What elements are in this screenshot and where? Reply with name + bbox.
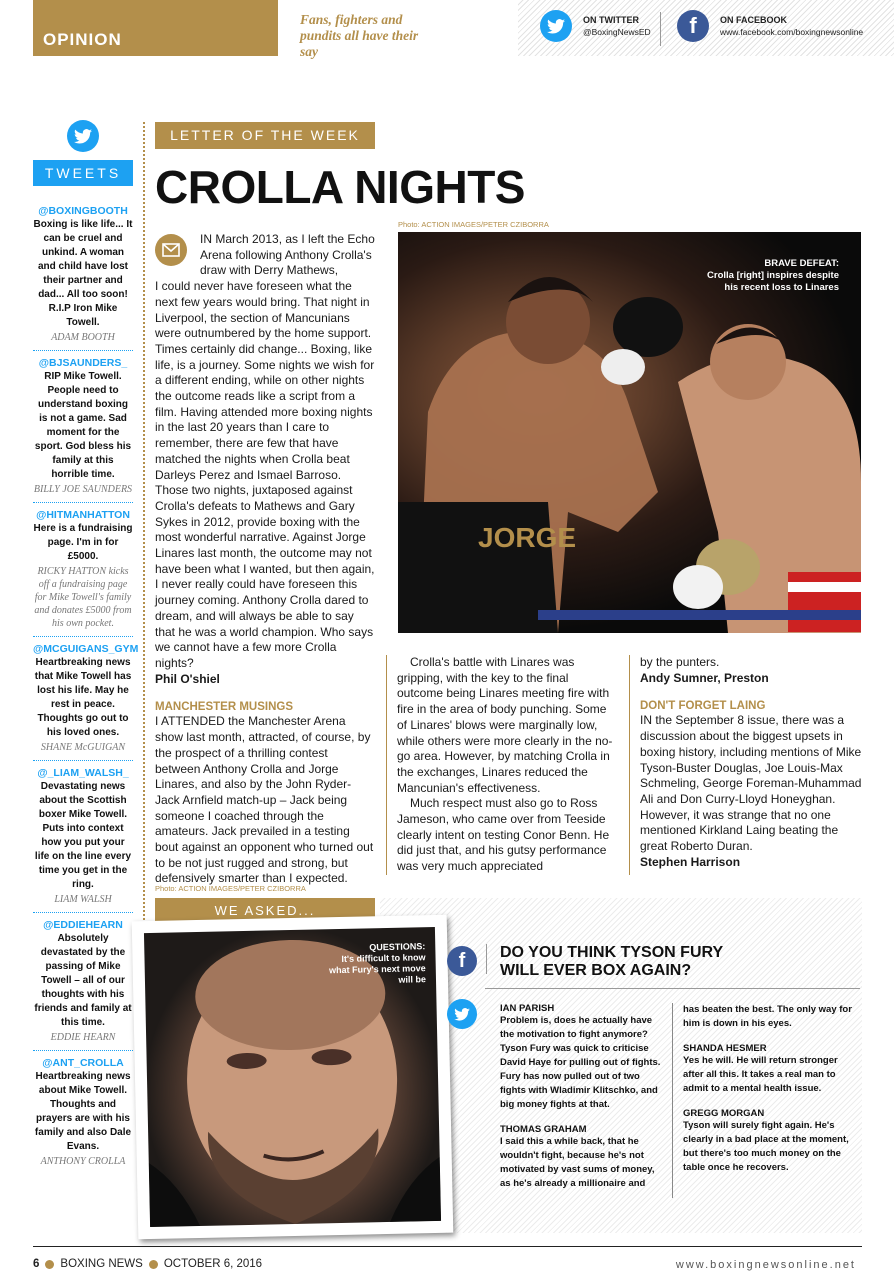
letter-column-2 <box>397 655 617 875</box>
tweet-text: RIP Mike Towell. People need to understand boxing is not a game. Sad moment for the sport. God bless his family at this horrible time. <box>34 371 132 480</box>
we-asked-label: WE ASKED... <box>155 898 375 923</box>
twitter-icon[interactable] <box>540 10 572 42</box>
section-tagline: Fans, fighters and pundits all have their say <box>300 12 419 59</box>
tweet-author: ADAM BOOTH <box>51 332 115 343</box>
section-banner <box>33 0 278 56</box>
page-number: 6 <box>33 1258 40 1270</box>
twitter-label: ON TWITTER <box>583 15 639 25</box>
letter2-subhead: MANCHESTER MUSINGS <box>155 701 294 714</box>
question-text: DO YOU THINK TYSON FURY WILL EVER BOX AGAIN? <box>500 944 723 979</box>
tweet-author: ANTHONY CROLLA <box>40 1156 126 1167</box>
tweets-label: TWEETS <box>33 160 133 186</box>
tweet-item <box>33 643 139 761</box>
tweet-text: Devastating news about the Scottish boxer Mike Towell. Puts into context how you put your life on the line every time you get in the ring. <box>34 781 132 890</box>
letter-of-the-week-label: LETTER OF THE WEEK <box>155 122 375 149</box>
answers-right <box>683 1003 855 1175</box>
photo-credit: Photo: ACTION IMAGES/PETER CZIBORRA <box>155 884 306 893</box>
letter2-body-cont-3: by the punters. <box>640 655 720 669</box>
sidebar-twitter-icon <box>67 120 99 152</box>
column-divider <box>629 655 630 875</box>
answer-text: Tyson will surely fight again. He's clearly in a bad place at the moment, but there's too much money on the table once he recovers. <box>683 1120 849 1173</box>
facebook-label: ON FACEBOOK <box>720 15 788 25</box>
twitter-info <box>583 14 651 38</box>
letter2-body: I ATTENDED the Manchester Arena show last month, attracted, of course, by the prospect of a thrilling contest between Anthony Crolla and Jorge Linares, and also by the John Ryder-Jack Arnfield match-up – Jack being someone I coached through the amateurs. Jack prevailed in a testing bout against an opponent who turned out to be not just rugged and strong, but defensively smarter than I expected. <box>155 714 374 886</box>
answers-divider <box>672 1003 673 1198</box>
tweet-author: EDDIE HEARN <box>50 1032 116 1043</box>
fury-photo <box>144 927 441 1227</box>
letter-column-1 <box>155 232 375 887</box>
answer-text: Yes he will. He will return stronger after all this. It takes a real man to admit to a mental health issue. <box>683 1055 838 1094</box>
facebook-icon[interactable]: f <box>677 10 709 42</box>
letter-body: I could never have foreseen what the next few years would bring. That night in Liverpool, the section of Mancunians were outnumbered by the home support. Times certainly did change... Boxing, like life, is a journey. Some nights we wish for a different ending, while on other nights the outcome reads like a script from a film. Having attended more boxing nights in the last 20 years than I care to remember, there are few that have matched the nights when Crolla beat Darleys Perez and Ismael Barroso. Those two nights, juxtaposed against Crolla's defeats to Mathews and Gary Sykes in 2012, provide boxing with the most wonderful narrative. Against Jorge Linares last month, the outcome may not have been what I wanted, but then again, I never really could have foreseen this journey coming. Anthony Crolla dared to dream, and will always be able to say that he was a world champion. Who says we cannot have a few more Crolla nights? <box>155 279 375 670</box>
article-headline: CROLLA NIGHTS <box>155 161 525 213</box>
letter-column-3 <box>640 655 862 870</box>
footer-rule <box>33 1246 862 1247</box>
column-divider <box>386 655 387 875</box>
photo-caption <box>694 258 839 294</box>
photo-caption-title: BRAVE DEFEAT: <box>764 258 839 269</box>
fury-caption-text: It's difficult to know what Fury's next move will be <box>328 952 427 985</box>
letter2-signoff: Andy Sumner, Preston <box>640 670 769 685</box>
tweet-text: Boxing is like life... It can be cruel and unkind. A woman and child have lost their partner and dad... All too soon! R.I.P Iron Mike Towell. <box>33 219 133 328</box>
question-divider <box>486 944 487 974</box>
photo-caption-text: Crolla [right] inspires despite his recent loss to Linares <box>707 270 839 293</box>
issue-date: OCTOBER 6, 2016 <box>163 1258 263 1270</box>
tweet-list <box>33 205 139 1180</box>
facebook-icon[interactable]: f <box>447 946 477 976</box>
letter-lead: IN March 2013, as I left the Echo Arena following Anthony Crolla's draw with Derry Mathews, <box>200 232 375 278</box>
tweet-item <box>33 357 133 503</box>
letter2-body-cont-2: Much respect must also go to Ross Jameson, who came over from Teeside clearly intent on testing Conor Benn. He did just that, and his gutsy performance was very much appreciated <box>397 796 610 874</box>
tweet-handle[interactable]: @BJSAUNDERS_ <box>38 357 128 369</box>
tweet-handle[interactable]: @MCGUIGANS_GYM <box>33 643 139 655</box>
tweet-handle[interactable]: @ANT_CROLLA <box>42 1057 124 1069</box>
facebook-info <box>720 14 863 38</box>
tweet-author: LIAM WALSH <box>54 894 112 905</box>
tweet-handle[interactable]: @EDDIEHEARN <box>43 919 123 931</box>
tweet-text: Here is a fundraising page. I'm in for £5000. <box>33 523 133 562</box>
tweet-item <box>33 1057 133 1174</box>
answer-name: IAN PARISH <box>500 1003 555 1014</box>
tweet-item <box>33 205 133 351</box>
answer-name: THOMAS GRAHAM <box>500 1124 587 1135</box>
publication-name: BOXING NEWS <box>60 1258 143 1270</box>
letter2-body-cont-1: Crolla's battle with Linares was gripping, with the key to the final outcome being Linares meeting fire with fire in the area of body punching. Some of Linares' blows were marginally low, while others were more clearly in the no-go area. However, by matching Crolla in the exchanges, Linares reduced the Mancunian's effectiveness. <box>397 655 613 795</box>
answers-left <box>500 1003 665 1191</box>
letter3-subhead: DON'T FORGET LAING <box>640 700 766 713</box>
fury-caption-title: QUESTIONS: <box>369 941 426 953</box>
section-title: OPINION <box>43 30 122 49</box>
tweet-text: Absolutely devastated by the passing of Mike Towell – all of our thoughts with his friends and family at this time. <box>34 933 132 1028</box>
footer-folio <box>33 1258 262 1270</box>
letter3-signoff: Stephen Harrison <box>640 854 741 869</box>
question-underline <box>485 988 860 989</box>
bullet-dot <box>45 1260 54 1269</box>
fury-photo-card <box>132 915 454 1240</box>
tweet-text: Heartbreaking news about Mike Towell. Thoughts and prayers are with his family and also Dale Evans. <box>34 1071 132 1152</box>
photo-credit: Photo: ACTION IMAGES/PETER CZIBORRA <box>398 220 549 229</box>
tweet-item <box>33 919 133 1051</box>
tweet-author: SHANE McGUIGAN <box>40 742 126 753</box>
fury-photo-caption <box>325 941 426 987</box>
tweet-item <box>33 767 133 913</box>
boxing-fight-photo <box>398 232 861 633</box>
tweet-text: Heartbreaking news that Mike Towell has lost his life. May he rest in peace. Thoughts go out to his loved ones. <box>34 657 132 738</box>
answer-text: I said this a while back, that he wouldn't fight, because he's not motivated by vast sums of money, as he's already a millionaire and <box>500 1136 655 1189</box>
answer-name: SHANDA HESMER <box>683 1043 767 1054</box>
svg-text:JORGE: JORGE <box>478 522 577 553</box>
twitter-handle[interactable]: @BoxingNewsED <box>583 27 651 37</box>
tweet-handle[interactable]: @HITMANHATTON <box>36 509 130 521</box>
social-divider <box>660 12 661 46</box>
tweet-handle[interactable]: @_LIAM_WALSH_ <box>37 767 129 779</box>
tweet-author: BILLY JOE SAUNDERS <box>33 484 133 495</box>
letter-signoff: Phil O'shiel <box>155 671 220 686</box>
website-link[interactable]: www.boxingnewsonline.net <box>675 1259 856 1271</box>
tweet-handle[interactable]: @BOXINGBOOTH <box>38 205 128 217</box>
answer-text: Problem is, does he actually have the motivation to fight anymore? Tyson Fury was quick to criticise David Haye for pulling out of fights. Fury has now pulled out of two fights with Wladimir Klitschko, and big money fights at that. <box>500 1015 661 1110</box>
bullet-dot <box>149 1260 158 1269</box>
answer-name: GREGG MORGAN <box>683 1108 765 1119</box>
tweet-item <box>33 509 133 637</box>
twitter-icon[interactable] <box>447 999 477 1029</box>
letter3-body: IN the September 8 issue, there was a discussion about the biggest upsets in boxing history, including mentions of Mike Tyson-Buster Douglas, Joe Louis-Max Schmeling, George Foreman-Muhammad Ali and Don Curry-Lloyd Honeyghan. However, it was strange that no one mentioned Kirkland Laing beating the great Roberto Duran. <box>640 713 862 854</box>
facebook-url[interactable]: www.facebook.com/boxingnewsonline <box>720 27 864 37</box>
tweet-author: RICKY HATTON kicks off a fundraising page for Mike Towell's family and donates £5000 from his own pocket. <box>34 566 132 629</box>
answer-text: has beaten the best. The only way for him is down in his eyes. <box>683 1004 852 1029</box>
we-asked-question <box>500 944 730 980</box>
